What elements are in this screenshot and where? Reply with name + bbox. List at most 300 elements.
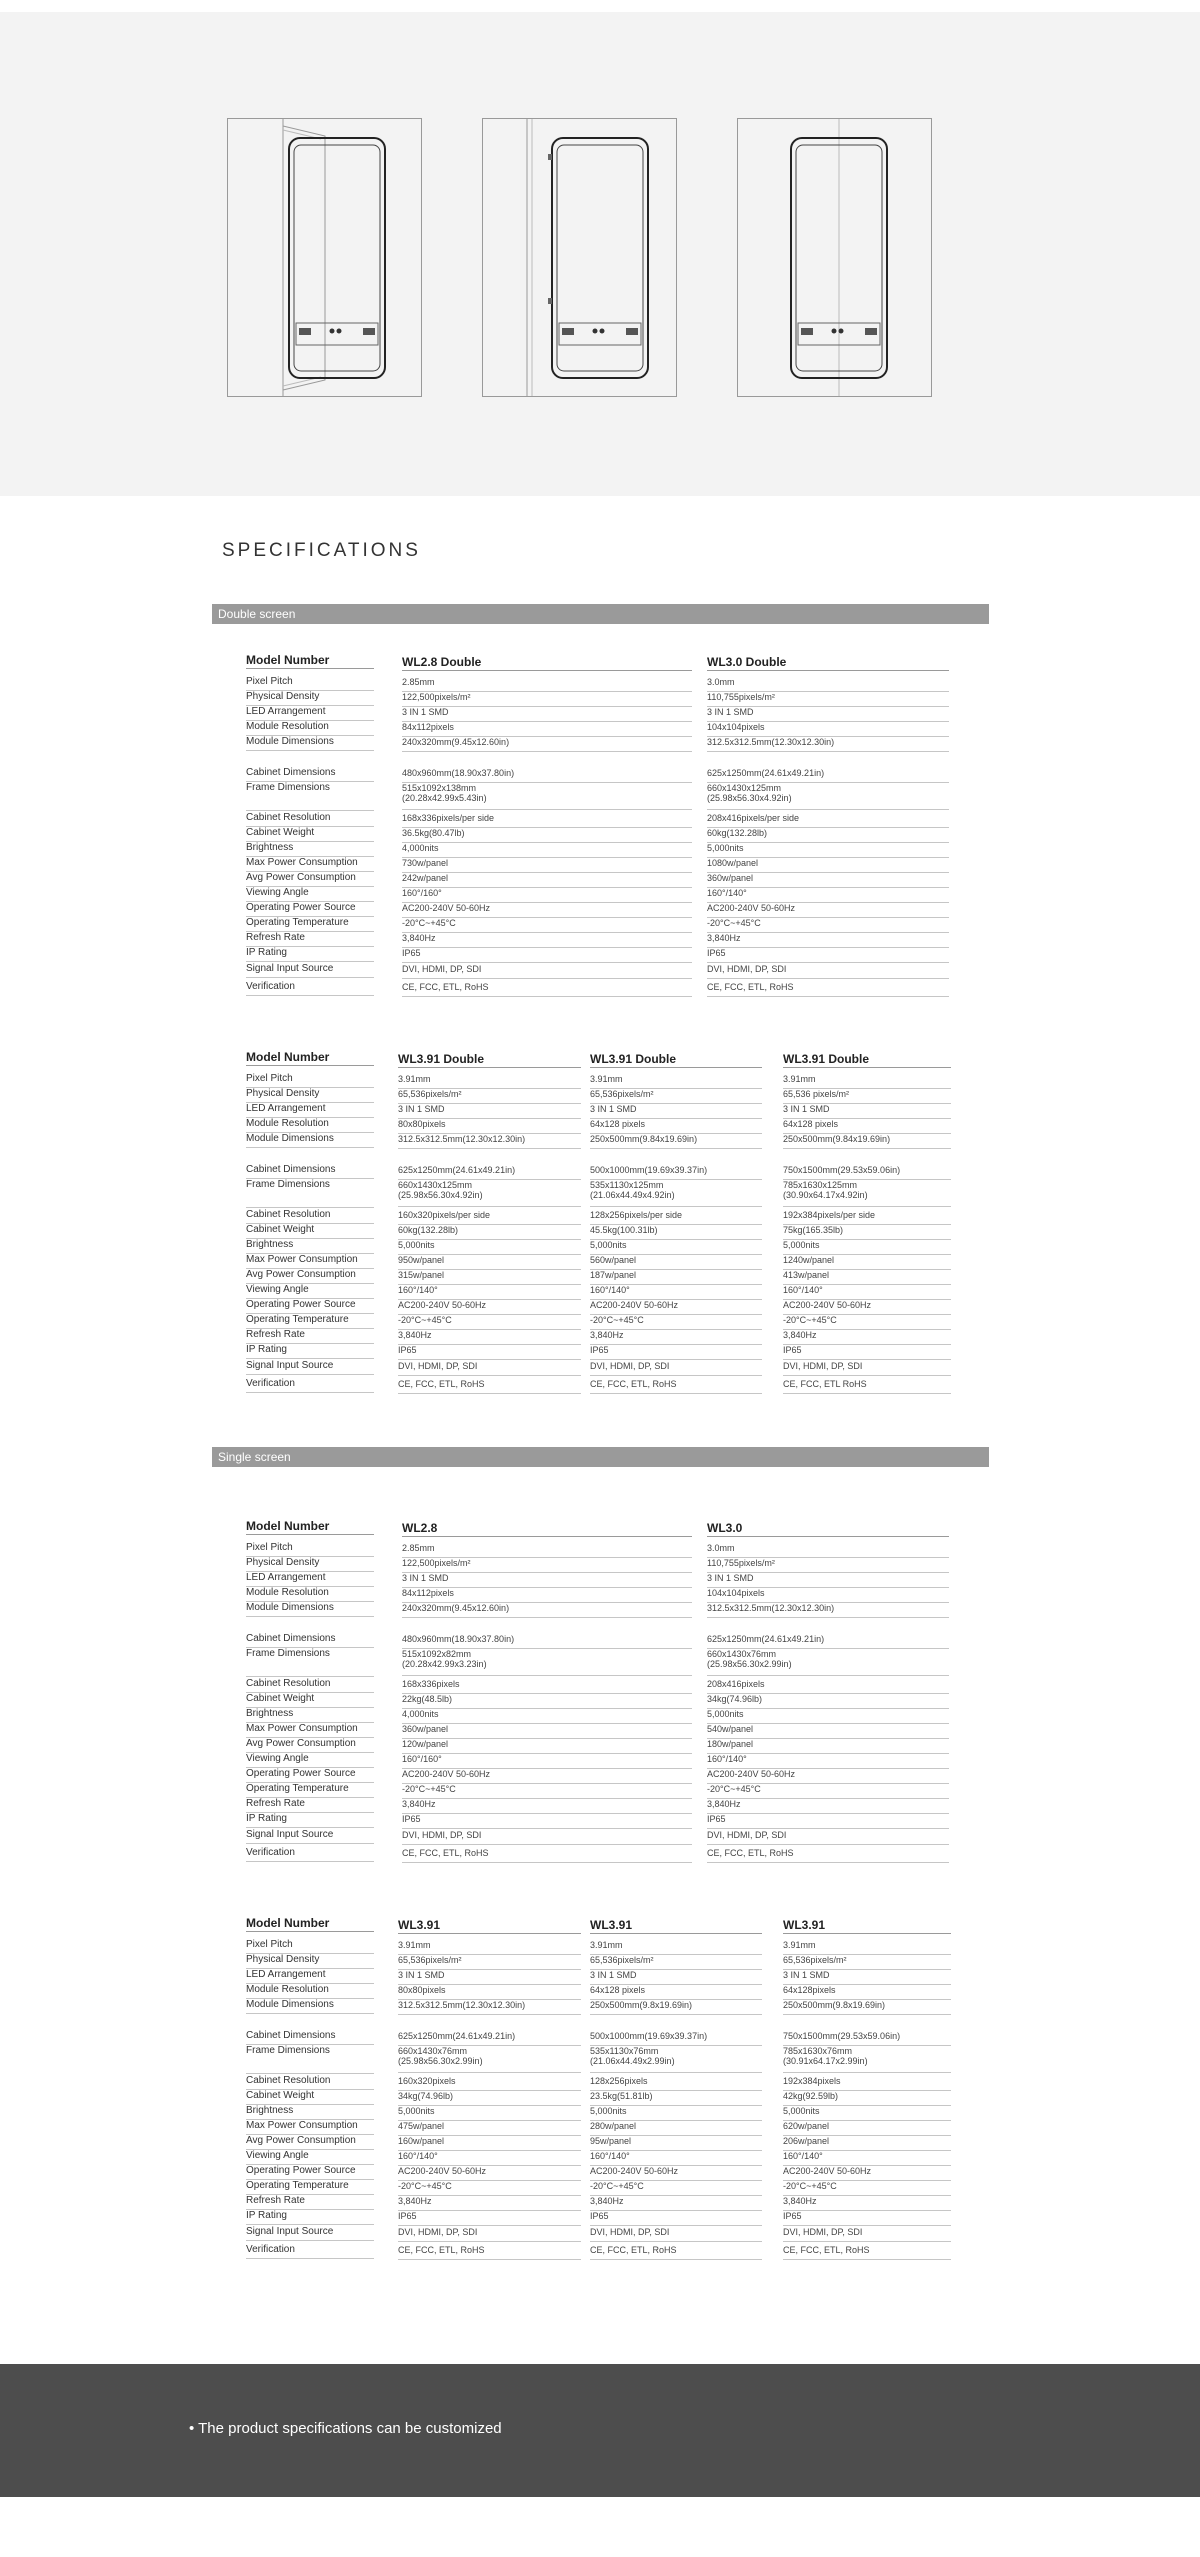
- spec-label: Cabinet Weight: [246, 2090, 374, 2105]
- spec-value: IP65: [398, 2211, 581, 2226]
- spec-label: Brightness: [246, 1708, 374, 1723]
- spec-value: 500x1000mm(19.69x39.37in): [590, 1165, 762, 1180]
- spec-label: Avg Power Consumption: [246, 2135, 374, 2150]
- spec-label: Refresh Rate: [246, 1329, 374, 1344]
- spec-value: DVI, HDMI, DP, SDI: [590, 1361, 762, 1376]
- spec-value: 2.85mm: [402, 677, 692, 692]
- spec-value: 5,000nits: [398, 1240, 581, 1255]
- spec-label: IP Rating: [246, 947, 374, 962]
- spec-label: Max Power Consumption: [246, 857, 374, 872]
- spec-label: Refresh Rate: [246, 2195, 374, 2210]
- spec-value: IP65: [398, 1345, 581, 1360]
- spec-value-line: (25.98x56.30x2.99in): [398, 2056, 483, 2066]
- spec-label: Operating Temperature: [246, 2180, 374, 2195]
- spec-value: 3,840Hz: [398, 1330, 581, 1345]
- spec-value: CE, FCC, ETL, RoHS: [707, 982, 949, 997]
- spec-value: 3,840Hz: [783, 2196, 951, 2211]
- spec-value: 2.85mm: [402, 1543, 692, 1558]
- spec-value: 3 IN 1 SMD: [398, 1970, 581, 1985]
- spec-label: Cabinet Resolution: [246, 812, 374, 827]
- spec-label: Physical Density: [246, 1954, 374, 1969]
- spec-value: 4,000nits: [402, 843, 692, 858]
- spec-value: 64x128pixels: [783, 1985, 951, 2000]
- spec-label: Module Resolution: [246, 721, 374, 736]
- spec-value: 3 IN 1 SMD: [783, 1104, 951, 1119]
- spec-value: 22kg(48.5lb): [402, 1694, 692, 1709]
- spec-value: 60kg(132.28lb): [707, 828, 949, 843]
- spec-value: DVI, HDMI, DP, SDI: [707, 1830, 949, 1845]
- spec-value: 3,840Hz: [590, 2196, 762, 2211]
- spec-value-line: (30.91x64.17x2.99in): [783, 2056, 868, 2066]
- spec-value: 3,840Hz: [783, 1330, 951, 1345]
- spec-label: IP Rating: [246, 1344, 374, 1359]
- spec-value-line: 660x1430x125mm: [707, 783, 782, 793]
- spec-value: 80x80pixels: [398, 1119, 581, 1134]
- spec-label: Physical Density: [246, 1088, 374, 1103]
- spec-value: 480x960mm(18.90x37.80in): [402, 1634, 692, 1649]
- spec-value: 250x500mm(9.84x19.69in): [590, 1134, 762, 1149]
- spec-value: 250x500mm(9.8x19.69in): [590, 2000, 762, 2015]
- spec-value: DVI, HDMI, DP, SDI: [398, 1361, 581, 1376]
- spec-value: 5,000nits: [398, 2106, 581, 2121]
- spec-value: AC200-240V 50-60Hz: [398, 2166, 581, 2181]
- spec-value: 250x500mm(9.84x19.69in): [783, 1134, 951, 1149]
- spec-value: 3.91mm: [590, 1074, 762, 1089]
- spec-value: 312.5x312.5mm(12.30x12.30in): [398, 2000, 581, 2015]
- spec-value: 5,000nits: [707, 1709, 949, 1724]
- spec-label: Operating Power Source: [246, 1299, 374, 1314]
- spec-value-line: 515x1092x82mm: [402, 1649, 472, 1659]
- spec-value: IP65: [402, 1814, 692, 1829]
- spec-value: DVI, HDMI, DP, SDI: [398, 2227, 581, 2242]
- spec-label: Operating Power Source: [246, 2165, 374, 2180]
- spec-value: 3.91mm: [783, 1940, 951, 1955]
- spec-value: 3 IN 1 SMD: [590, 1970, 762, 1985]
- spec-label: Module Dimensions: [246, 1999, 374, 2014]
- spec-label: Cabinet Resolution: [246, 1209, 374, 1224]
- model-name: WL3.91 Double: [590, 1051, 762, 1068]
- wall-mounted-display-illustration-1: [227, 118, 422, 397]
- spec-value: 160°/140°: [783, 2151, 951, 2166]
- spec-value: 160°/140°: [398, 2151, 581, 2166]
- spec-value: 34kg(74.96lb): [707, 1694, 949, 1709]
- spec-value: 168x336pixels/per side: [402, 813, 692, 828]
- spec-value: 3,840Hz: [398, 2196, 581, 2211]
- spec-value-line: 785x1630x125mm: [783, 1180, 858, 1190]
- spec-label: Verification: [246, 2244, 374, 2259]
- spec-value: 315w/panel: [398, 1270, 581, 1285]
- spec-value-line: 535x1130x125mm: [590, 1180, 664, 1190]
- spec-value: 360w/panel: [707, 873, 949, 888]
- spec-label: Refresh Rate: [246, 932, 374, 947]
- spec-label: Viewing Angle: [246, 887, 374, 902]
- spec-value: 620w/panel: [783, 2121, 951, 2136]
- spec-label: Operating Temperature: [246, 1783, 374, 1798]
- spec-label: Avg Power Consumption: [246, 1738, 374, 1753]
- spec-value: 242w/panel: [402, 873, 692, 888]
- spec-value: 3 IN 1 SMD: [402, 1573, 692, 1588]
- spec-value: AC200-240V 50-60Hz: [783, 1300, 951, 1315]
- spec-value: 160°/140°: [707, 888, 949, 903]
- product-illustration-band: [0, 12, 1200, 496]
- spec-value: 120w/panel: [402, 1739, 692, 1754]
- spec-value: IP65: [402, 948, 692, 963]
- spec-value: 208x416pixels/per side: [707, 813, 949, 828]
- spec-value: [707, 783, 949, 810]
- spec-value: 84x112pixels: [402, 722, 692, 737]
- spec-value: 45.5kg(100.31lb): [590, 1225, 762, 1240]
- spec-value: 3,840Hz: [707, 933, 949, 948]
- model-number-label: Model Number: [246, 1518, 374, 1535]
- spec-value: CE, FCC, ETL, RoHS: [398, 1379, 581, 1394]
- spec-value: DVI, HDMI, DP, SDI: [590, 2227, 762, 2242]
- spec-value: 750x1500mm(29.53x59.06in): [783, 1165, 951, 1180]
- model-name: WL3.0 Double: [707, 654, 949, 671]
- spec-value: 3,840Hz: [590, 1330, 762, 1345]
- spec-value: 3.0mm: [707, 677, 949, 692]
- spec-value: 208x416pixels: [707, 1679, 949, 1694]
- spec-label: Max Power Consumption: [246, 1254, 374, 1269]
- spec-value: 3.91mm: [398, 1940, 581, 1955]
- spec-value: DVI, HDMI, DP, SDI: [783, 1361, 951, 1376]
- spec-label: Verification: [246, 1847, 374, 1862]
- spec-value-line: (25.98x56.30x4.92in): [398, 1190, 483, 1200]
- spec-value: AC200-240V 50-60Hz: [398, 1300, 581, 1315]
- spec-value: 3 IN 1 SMD: [707, 707, 949, 722]
- spec-value: 500x1000mm(19.69x39.37in): [590, 2031, 762, 2046]
- spec-value: 280w/panel: [590, 2121, 762, 2136]
- spec-value: AC200-240V 50-60Hz: [783, 2166, 951, 2181]
- spec-value-line: 660x1430x125mm: [398, 1180, 473, 1190]
- spec-value: 1080w/panel: [707, 858, 949, 873]
- spec-label: Brightness: [246, 842, 374, 857]
- spec-label: Cabinet Resolution: [246, 1678, 374, 1693]
- spec-value-line: 785x1630x76mm: [783, 2046, 853, 2056]
- spec-value: 104x104pixels: [707, 722, 949, 737]
- spec-value: 75kg(165.35lb): [783, 1225, 951, 1240]
- spec-label: Frame Dimensions: [246, 782, 374, 811]
- spec-value: 95w/panel: [590, 2136, 762, 2151]
- spec-value: 1240w/panel: [783, 1255, 951, 1270]
- spec-value: [707, 1649, 949, 1676]
- spec-value: 240x320mm(9.45x12.60in): [402, 1603, 692, 1618]
- spec-label: Signal Input Source: [246, 963, 374, 978]
- spec-label: Avg Power Consumption: [246, 1269, 374, 1284]
- specifications-heading: SPECIFICATIONS: [222, 540, 421, 561]
- spec-value: 180w/panel: [707, 1739, 949, 1754]
- spec-value: 5,000nits: [707, 843, 949, 858]
- spec-value: 3,840Hz: [402, 1799, 692, 1814]
- spec-value: 128x256pixels: [590, 2076, 762, 2091]
- spec-value-line: 660x1430x76mm: [707, 1649, 777, 1659]
- spec-value: 160°/160°: [402, 1754, 692, 1769]
- customization-note: • The product specifications can be customized: [189, 2420, 502, 2437]
- spec-value: 64x128 pixels: [590, 1119, 762, 1134]
- spec-value: 560w/panel: [590, 1255, 762, 1270]
- spec-label: Module Dimensions: [246, 1602, 374, 1617]
- spec-value: 240x320mm(9.45x12.60in): [402, 737, 692, 752]
- spec-label: Max Power Consumption: [246, 1723, 374, 1738]
- spec-value: 192x384pixels: [783, 2076, 951, 2091]
- spec-label: Signal Input Source: [246, 2226, 374, 2241]
- spec-value-line: (20.28x42.99x3.23in): [402, 1659, 487, 1669]
- spec-value: 187w/panel: [590, 1270, 762, 1285]
- spec-value: IP65: [707, 1814, 949, 1829]
- spec-value: 64x128 pixels: [783, 1119, 951, 1134]
- model-number-label: Model Number: [246, 1049, 374, 1066]
- spec-value: [402, 783, 692, 810]
- spec-value: -20°C~+45°C: [590, 2181, 762, 2196]
- spec-value: 34kg(74.96lb): [398, 2091, 581, 2106]
- spec-label: IP Rating: [246, 2210, 374, 2225]
- spec-value: 5,000nits: [783, 1240, 951, 1255]
- spec-value: DVI, HDMI, DP, SDI: [402, 1830, 692, 1845]
- spec-value: 65,536pixels/m²: [783, 1955, 951, 1970]
- spec-value-line: (21.06x44.49x4.92in): [590, 1190, 675, 1200]
- spec-label: Cabinet Dimensions: [246, 1164, 374, 1179]
- spec-value: 65,536pixels/m²: [590, 1089, 762, 1104]
- model-name: WL3.91 Double: [783, 1051, 951, 1068]
- spec-value: CE, FCC, ETL, RoHS: [398, 2245, 581, 2260]
- section-bar-single-screen: Single screen: [212, 1447, 989, 1467]
- spec-label: Module Resolution: [246, 1587, 374, 1602]
- spec-label: Operating Temperature: [246, 917, 374, 932]
- spec-value: 3,840Hz: [402, 933, 692, 948]
- spec-value: [590, 2046, 762, 2073]
- spec-label: Viewing Angle: [246, 1753, 374, 1768]
- spec-value: -20°C~+45°C: [590, 1315, 762, 1330]
- spec-label: Max Power Consumption: [246, 2120, 374, 2135]
- spec-label: Module Resolution: [246, 1984, 374, 1999]
- spec-value: 160x320pixels/per side: [398, 1210, 581, 1225]
- spec-label: Operating Power Source: [246, 1768, 374, 1783]
- spec-label: Physical Density: [246, 691, 374, 706]
- spec-value: 160°/140°: [590, 2151, 762, 2166]
- spec-value: 4,000nits: [402, 1709, 692, 1724]
- spec-label: Module Resolution: [246, 1118, 374, 1133]
- spec-value: [398, 1180, 581, 1207]
- spec-value-line: (25.98x56.30x4.92in): [707, 793, 792, 803]
- spec-label: Viewing Angle: [246, 2150, 374, 2165]
- spec-value: 950w/panel: [398, 1255, 581, 1270]
- spec-value: 3 IN 1 SMD: [398, 1104, 581, 1119]
- spec-value: [398, 2046, 581, 2073]
- section-bar-double-screen: Double screen: [212, 604, 989, 624]
- wall-mounted-display-illustration-2: [482, 118, 677, 397]
- spec-value: CE, FCC, ETL RoHS: [783, 1379, 951, 1394]
- spec-label: Pixel Pitch: [246, 676, 374, 691]
- spec-value-line: (25.98x56.30x2.99in): [707, 1659, 792, 1669]
- spec-value: 3 IN 1 SMD: [402, 707, 692, 722]
- model-name: WL3.91: [398, 1917, 581, 1934]
- spec-value: 250x500mm(9.8x19.69in): [783, 2000, 951, 2015]
- spec-value: CE, FCC, ETL, RoHS: [590, 1379, 762, 1394]
- spec-value: IP65: [707, 948, 949, 963]
- model-name: WL3.91: [590, 1917, 762, 1934]
- spec-value: 65,536 pixels/m²: [783, 1089, 951, 1104]
- spec-label: LED Arrangement: [246, 1572, 374, 1587]
- spec-value: 168x336pixels: [402, 1679, 692, 1694]
- spec-value: AC200-240V 50-60Hz: [590, 2166, 762, 2181]
- spec-label: Module Dimensions: [246, 736, 374, 751]
- spec-value: [783, 1180, 951, 1207]
- spec-value: 122,500pixels/m²: [402, 1558, 692, 1573]
- spec-value: 160°/140°: [590, 1285, 762, 1300]
- spec-value: 3 IN 1 SMD: [590, 1104, 762, 1119]
- spec-value: [783, 2046, 951, 2073]
- spec-label: Operating Temperature: [246, 1314, 374, 1329]
- spec-value: AC200-240V 50-60Hz: [707, 903, 949, 918]
- spec-value: 160°/140°: [783, 1285, 951, 1300]
- spec-value: CE, FCC, ETL, RoHS: [707, 1848, 949, 1863]
- spec-value-line: (30.90x64.17x4.92in): [783, 1190, 868, 1200]
- spec-value: [402, 1649, 692, 1676]
- model-name: WL3.91: [783, 1917, 951, 1934]
- spec-value: 625x1250mm(24.61x49.21in): [707, 1634, 949, 1649]
- spec-label: Module Dimensions: [246, 1133, 374, 1148]
- spec-label: Cabinet Resolution: [246, 2075, 374, 2090]
- model-name: WL3.91 Double: [398, 1051, 581, 1068]
- spec-label: Pixel Pitch: [246, 1073, 374, 1088]
- spec-label: LED Arrangement: [246, 1103, 374, 1118]
- model-number-label: Model Number: [246, 1915, 374, 1932]
- spec-value: -20°C~+45°C: [707, 918, 949, 933]
- spec-label: Cabinet Dimensions: [246, 767, 374, 782]
- spec-value-line: 535x1130x76mm: [590, 2046, 659, 2056]
- spec-value: 160w/panel: [398, 2136, 581, 2151]
- spec-value: [590, 1180, 762, 1207]
- spec-value: 3,840Hz: [707, 1799, 949, 1814]
- spec-value: 84x112pixels: [402, 1588, 692, 1603]
- spec-value: -20°C~+45°C: [707, 1784, 949, 1799]
- spec-value: 36.5kg(80.47lb): [402, 828, 692, 843]
- spec-value: 312.5x312.5mm(12.30x12.30in): [707, 737, 949, 752]
- model-name: WL2.8 Double: [402, 654, 692, 671]
- spec-value: 3 IN 1 SMD: [783, 1970, 951, 1985]
- spec-value: 206w/panel: [783, 2136, 951, 2151]
- spec-value: 160°/140°: [707, 1754, 949, 1769]
- spec-label: Cabinet Dimensions: [246, 1633, 374, 1648]
- footer: [0, 2364, 1200, 2497]
- spec-value: AC200-240V 50-60Hz: [707, 1769, 949, 1784]
- spec-value: IP65: [783, 1345, 951, 1360]
- spec-value: 110,755pixels/m²: [707, 692, 949, 707]
- spec-value: 160x320pixels: [398, 2076, 581, 2091]
- spec-value: 3.0mm: [707, 1543, 949, 1558]
- spec-value: 3.91mm: [398, 1074, 581, 1089]
- spec-value: IP65: [783, 2211, 951, 2226]
- spec-label: Pixel Pitch: [246, 1542, 374, 1557]
- spec-label: Physical Density: [246, 1557, 374, 1572]
- spec-label: Cabinet Weight: [246, 1224, 374, 1239]
- spec-value: AC200-240V 50-60Hz: [590, 1300, 762, 1315]
- spec-value: CE, FCC, ETL, RoHS: [402, 982, 692, 997]
- spec-value: 64x128 pixels: [590, 1985, 762, 2000]
- spec-label: Brightness: [246, 2105, 374, 2120]
- spec-value: AC200-240V 50-60Hz: [402, 1769, 692, 1784]
- spec-value: 65,536pixels/m²: [590, 1955, 762, 1970]
- spec-label: Verification: [246, 1378, 374, 1393]
- wall-mounted-display-illustration-3: [737, 118, 932, 397]
- spec-value: 3.91mm: [590, 1940, 762, 1955]
- spec-value: 480x960mm(18.90x37.80in): [402, 768, 692, 783]
- spec-value: -20°C~+45°C: [783, 2181, 951, 2196]
- spec-value: 128x256pixels/per side: [590, 1210, 762, 1225]
- spec-label: Viewing Angle: [246, 1284, 374, 1299]
- spec-label: Verification: [246, 981, 374, 996]
- spec-value: -20°C~+45°C: [398, 1315, 581, 1330]
- spec-value: 312.5x312.5mm(12.30x12.30in): [707, 1603, 949, 1618]
- spec-label: Signal Input Source: [246, 1360, 374, 1375]
- spec-value: AC200-240V 50-60Hz: [402, 903, 692, 918]
- spec-value: -20°C~+45°C: [398, 2181, 581, 2196]
- spec-label: Frame Dimensions: [246, 1648, 374, 1677]
- spec-value: DVI, HDMI, DP, SDI: [707, 964, 949, 979]
- spec-label: Signal Input Source: [246, 1829, 374, 1844]
- spec-value: 475w/panel: [398, 2121, 581, 2136]
- spec-value: 3.91mm: [783, 1074, 951, 1089]
- spec-value: 104x104pixels: [707, 1588, 949, 1603]
- spec-value: 192x384pixels/per side: [783, 1210, 951, 1225]
- model-name: WL3.0: [707, 1520, 949, 1537]
- spec-value: 360w/panel: [402, 1724, 692, 1739]
- spec-value: 625x1250mm(24.61x49.21in): [707, 768, 949, 783]
- spec-value: 625x1250mm(24.61x49.21in): [398, 2031, 581, 2046]
- spec-value: 42kg(92.59lb): [783, 2091, 951, 2106]
- spec-label: Cabinet Weight: [246, 1693, 374, 1708]
- spec-label: Refresh Rate: [246, 1798, 374, 1813]
- spec-value: -20°C~+45°C: [402, 918, 692, 933]
- spec-label: IP Rating: [246, 1813, 374, 1828]
- spec-value: 110,755pixels/m²: [707, 1558, 949, 1573]
- spec-value-line: 515x1092x138mm: [402, 783, 477, 793]
- spec-value: 160°/140°: [398, 1285, 581, 1300]
- spec-value-line: 660x1430x76mm: [398, 2046, 468, 2056]
- spec-label: LED Arrangement: [246, 706, 374, 721]
- model-name: WL2.8: [402, 1520, 692, 1537]
- spec-value: 3 IN 1 SMD: [707, 1573, 949, 1588]
- spec-value: IP65: [590, 2211, 762, 2226]
- spec-value: IP65: [590, 1345, 762, 1360]
- spec-value: -20°C~+45°C: [783, 1315, 951, 1330]
- spec-value: DVI, HDMI, DP, SDI: [783, 2227, 951, 2242]
- spec-value: CE, FCC, ETL, RoHS: [590, 2245, 762, 2260]
- spec-value: CE, FCC, ETL, RoHS: [402, 1848, 692, 1863]
- spec-value: DVI, HDMI, DP, SDI: [402, 964, 692, 979]
- spec-label: Cabinet Dimensions: [246, 2030, 374, 2045]
- spec-value: 23.5kg(51.81lb): [590, 2091, 762, 2106]
- spec-value: 65,536pixels/m²: [398, 1955, 581, 1970]
- spec-label: Cabinet Weight: [246, 827, 374, 842]
- spec-value-line: (21.06x44.49x2.99in): [590, 2056, 675, 2066]
- spec-value: 540w/panel: [707, 1724, 949, 1739]
- spec-value: 312.5x312.5mm(12.30x12.30in): [398, 1134, 581, 1149]
- spec-value: 5,000nits: [783, 2106, 951, 2121]
- spec-label: Brightness: [246, 1239, 374, 1254]
- model-number-label: Model Number: [246, 652, 374, 669]
- spec-label: LED Arrangement: [246, 1969, 374, 1984]
- spec-value: 80x80pixels: [398, 1985, 581, 2000]
- spec-label: Frame Dimensions: [246, 2045, 374, 2074]
- spec-value: 5,000nits: [590, 2106, 762, 2121]
- spec-value: 750x1500mm(29.53x59.06in): [783, 2031, 951, 2046]
- spec-value: 5,000nits: [590, 1240, 762, 1255]
- spec-label: Frame Dimensions: [246, 1179, 374, 1208]
- spec-value: 122,500pixels/m²: [402, 692, 692, 707]
- spec-value: 160°/160°: [402, 888, 692, 903]
- spec-value: 730w/panel: [402, 858, 692, 873]
- spec-value: 625x1250mm(24.61x49.21in): [398, 1165, 581, 1180]
